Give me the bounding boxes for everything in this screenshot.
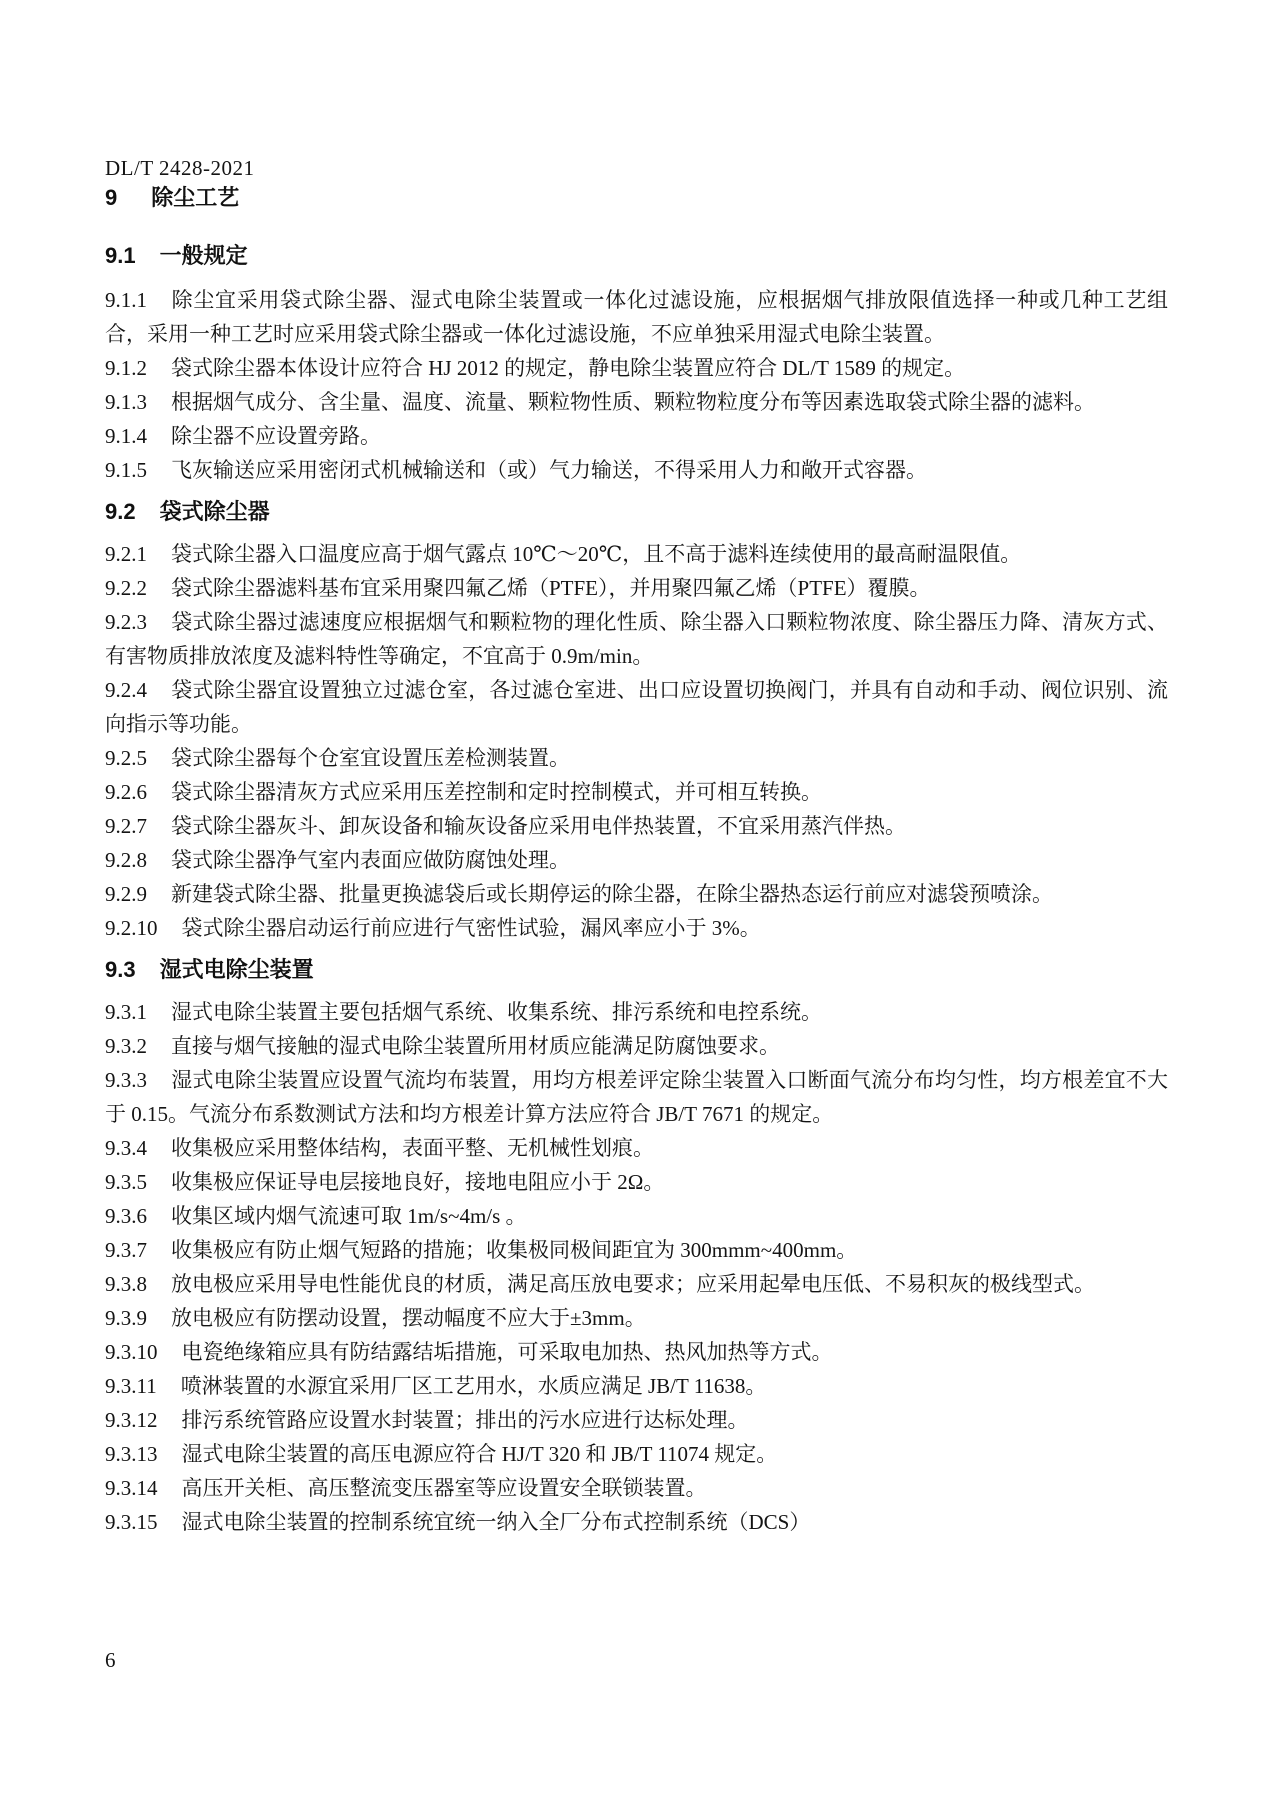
clause-number: 9.3.4 [105,1136,147,1160]
page-number: 6 [105,1648,116,1672]
clause-text: 除尘宜采用袋式除尘器、湿式电除尘装置或一体化过滤设施，应根据烟气排放限值选择一种或几种工艺组合，采用一种工艺时应采用袋式除尘器或一体化过滤设施，不应单独采用湿式电除尘装置。 [105,288,1168,346]
clause-text: 根据烟气成分、含尘量、温度、流量、颗粒物性质、颗粒物粒度分布等因素选取袋式除尘器的滤料。 [171,390,1095,414]
clause-text: 收集区域内烟气流速可取 1m/s~4m/s 。 [171,1204,527,1228]
clause-text: 喷淋装置的水源宜采用厂区工艺用水，水质应满足 JB/T 11638。 [180,1374,767,1398]
clause-number: 9.3.1 [105,1000,147,1024]
clause-text: 袋式除尘器净气室内表面应做防腐蚀处理。 [171,848,570,872]
clause-number: 9.3.10 [105,1340,158,1364]
clause [105,1471,1168,1505]
clause-text: 放电极应有防摆动设置，摆动幅度不应大于±3mm。 [171,1306,646,1330]
clause [105,775,1168,809]
clause-text: 袋式除尘器本体设计应符合 HJ 2012 的规定，静电除尘装置应符合 DL/T 1589 的规定。 [171,356,966,380]
clause [105,1437,1168,1471]
section-title: 湿式电除尘装置 [159,957,314,982]
clause-number: 9.3.8 [105,1272,147,1296]
clause-text: 高压开关柜、高压整流变压器室等应设置安全联锁装置。 [181,1476,707,1500]
chapter-title: 除尘工艺 [151,185,240,210]
clause [105,1335,1168,1369]
clause [105,605,1168,673]
clause [105,1063,1168,1131]
standard-number: DL/T 2428-2021 [105,156,255,180]
clause-number: 9.3.11 [105,1374,157,1398]
clause-text: 收集极应保证导电层接地良好，接地电阻应小于 2Ω。 [171,1170,665,1194]
clause [105,843,1168,877]
clause [105,419,1168,453]
clause-number: 9.3.7 [105,1238,147,1262]
chapter-heading [105,183,1168,213]
clause-text: 飞灰输送应采用密闭式机械输送和（或）气力输送，不得采用人力和敞开式容器。 [171,458,927,482]
clause-number: 9.1.4 [105,424,147,448]
clause [105,877,1168,911]
clause-text: 袋式除尘器过滤速度应根据烟气和颗粒物的理化性质、除尘器入口颗粒物浓度、除尘器压力降、清灰方式、有害物质排放浓度及滤料特性等确定，不宜高于 0.9m/min。 [105,610,1168,668]
clause-text: 袋式除尘器每个仓室宜设置压差检测装置。 [171,746,570,770]
clause-number: 9.2.3 [105,610,147,634]
clause [105,1233,1168,1267]
clause-number: 9.1.3 [105,390,147,414]
section-title: 袋式除尘器 [159,499,270,524]
clause-text: 袋式除尘器滤料基布宜采用聚四氟乙烯（PTFE），并用聚四氟乙烯（PTFE）覆膜。 [171,576,931,600]
clause-number: 9.2.6 [105,780,147,804]
clause [105,911,1168,945]
clause [105,1029,1168,1063]
clause-number: 9.2.1 [105,542,147,566]
clause-text: 湿式电除尘装置应设置气流均布装置，用均方根差评定除尘装置入口断面气流分布均匀性，均方根差宜不大于 0.15。气流分布系数测试方法和均方根差计算方法应符合 JB/T 7671 的规定。 [105,1068,1168,1126]
clause [105,1369,1168,1403]
clause [105,809,1168,843]
clause [105,537,1168,571]
clause-text: 收集极应采用整体结构，表面平整、无机械性划痕。 [171,1136,654,1160]
section-9-2 [105,497,1168,945]
clause-text: 袋式除尘器入口温度应高于烟气露点 10℃～20℃，且不高于滤料连续使用的最高耐温限值。 [171,542,1022,566]
clause-number: 9.2.2 [105,576,147,600]
section-number: 9.3 [105,957,136,982]
clause-text: 袋式除尘器灰斗、卸灰设备和输灰设备应采用电伴热装置，不宜采用蒸汽伴热。 [171,814,906,838]
clause-number: 9.3.14 [105,1476,158,1500]
clause-number: 9.2.10 [105,916,158,940]
clause-number: 9.3.15 [105,1510,158,1534]
clause [105,1267,1168,1301]
clause-text: 收集极应有防止烟气短路的措施；收集极同极间距宜为 300mmm~400mm。 [171,1238,858,1262]
section-heading [105,241,1168,271]
clause-text: 湿式电除尘装置的高压电源应符合 HJ/T 320 和 JB/T 11074 规定。 [181,1442,778,1466]
clause-number: 9.2.9 [105,882,147,906]
clause [105,741,1168,775]
section-number: 9.2 [105,499,136,524]
clause [105,1301,1168,1335]
clause-text: 电瓷绝缘箱应具有防结露结垢措施，可采取电加热、热风加热等方式。 [181,1340,833,1364]
clause-text: 袋式除尘器启动运行前应进行气密性试验，漏风率应小于 3%。 [181,916,761,940]
clause [105,385,1168,419]
chapter-number: 9 [105,185,118,210]
clause-number: 9.1.1 [105,288,147,312]
clause-text: 新建袋式除尘器、批量更换滤袋后或长期停运的除尘器，在除尘器热态运行前应对滤袋预喷涂。 [171,882,1053,906]
clause-number: 9.3.12 [105,1408,158,1432]
section-heading [105,497,1168,527]
clause-text: 袋式除尘器清灰方式应采用压差控制和定时控制模式，并可相互转换。 [171,780,822,804]
clause [105,283,1168,351]
clause [105,995,1168,1029]
section-9-1 [105,241,1168,487]
clause [105,1131,1168,1165]
clause-number: 9.3.9 [105,1306,147,1330]
clause-number: 9.2.8 [105,848,147,872]
section-heading [105,955,1168,985]
clause [105,1165,1168,1199]
clause-text: 湿式电除尘装置主要包括烟气系统、收集系统、排污系统和电控系统。 [171,1000,822,1024]
clause-number: 9.3.3 [105,1068,147,1092]
clause-text: 直接与烟气接触的湿式电除尘装置所用材质应能满足防腐蚀要求。 [171,1034,780,1058]
clause-number: 9.3.13 [105,1442,158,1466]
section-title: 一般规定 [159,243,248,268]
clause-text: 湿式电除尘装置的控制系统宜统一纳入全厂分布式控制系统（DCS） [181,1510,811,1534]
clause [105,1403,1168,1437]
clause [105,673,1168,741]
clause [105,1199,1168,1233]
clause-number: 9.1.5 [105,458,147,482]
clause [105,351,1168,385]
section-number: 9.1 [105,243,136,268]
clause-number: 9.3.5 [105,1170,147,1194]
clause [105,571,1168,605]
clause-number: 9.2.4 [105,678,147,702]
clause-number: 9.3.2 [105,1034,147,1058]
clause-text: 除尘器不应设置旁路。 [171,424,381,448]
clause-number: 9.1.2 [105,356,147,380]
clause-text: 排污系统管路应设置水封装置；排出的污水应进行达标处理。 [181,1408,749,1432]
clause-number: 9.2.5 [105,746,147,770]
clause-text: 袋式除尘器宜设置独立过滤仓室，各过滤仓室进、出口应设置切换阀门，并具有自动和手动、阀位识别、流向指示等功能。 [105,678,1168,736]
clause [105,1505,1168,1539]
clause-text: 放电极应采用导电性能优良的材质，满足高压放电要求；应采用起晕电压低、不易积灰的极线型式。 [171,1272,1095,1296]
clause-number: 9.3.6 [105,1204,147,1228]
clause [105,453,1168,487]
section-9-3 [105,955,1168,1539]
clause-number: 9.2.7 [105,814,147,838]
